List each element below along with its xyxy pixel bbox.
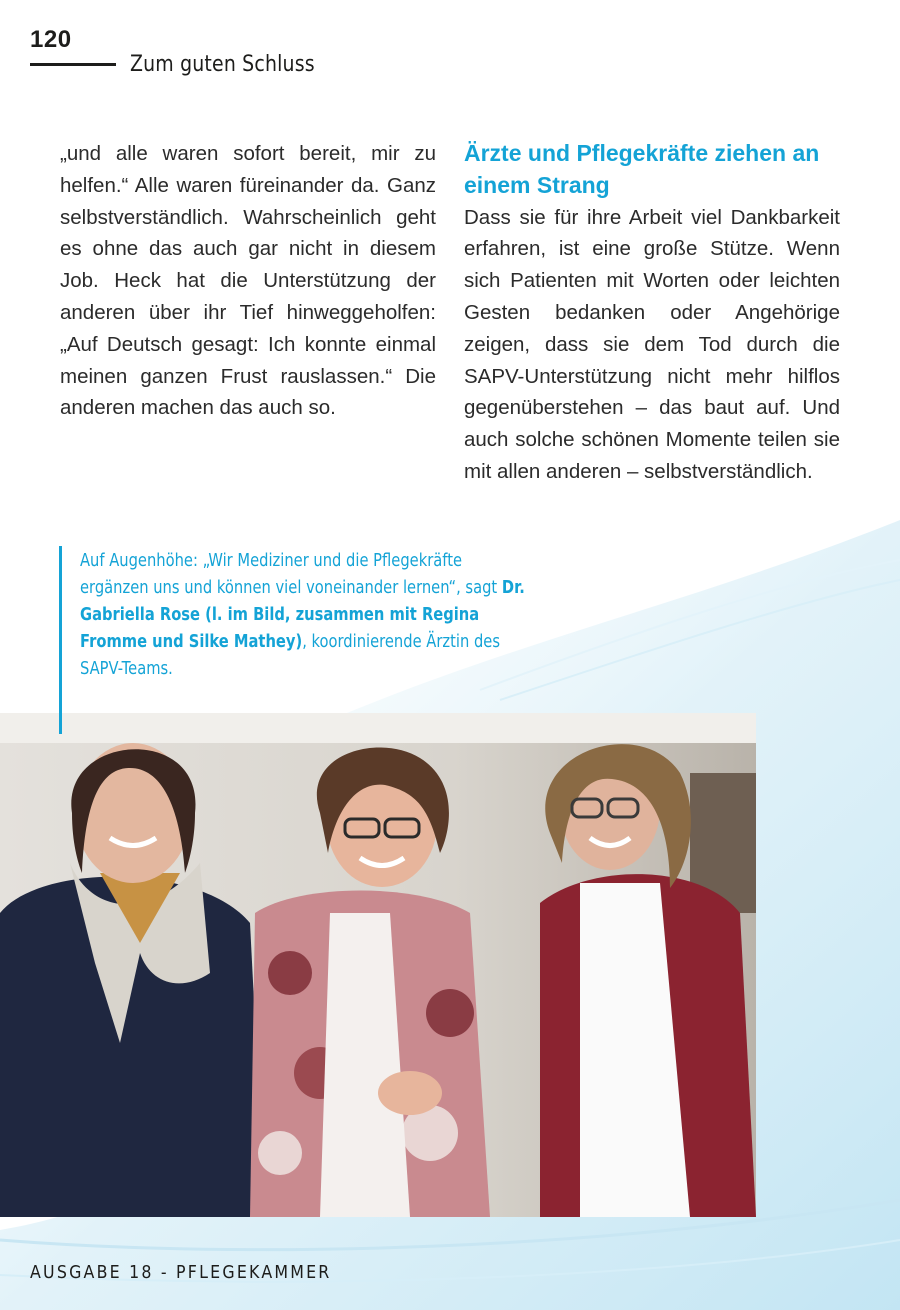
section-title: Zum guten Schluss [130,52,315,77]
caption-names: Dr. Gabriella Rose (l. im Bild, zusammen mit Regina Fromme und Silke Mathey) [80,578,525,652]
subheading: Ärzte und Pflegekräfte ziehen an einem Strang [464,140,820,198]
header-rule [30,63,116,66]
left-paragraph: „und alle waren sofort bereit, mir zu helfen.“ Alle waren füreinander da. Ganz selbstverständlich. Wahrscheinlich geht es ohne das auch gar nicht in diesem Job. Heck hat die Unterstützung der anderen über ihr Tief hinweggeholfen: „Auf Deutsch gesagt: Ich konnte einmal meinen ganzen Frust rauslassen.“ Die anderen machen das auch so. [60,142,436,420]
footer-issue-label: AUSGABE 18 - PFLEGEKAMMER [30,1262,332,1283]
group-photo [0,713,756,1217]
caption-accent-bar [59,546,62,734]
left-column [60,138,436,424]
right-column [464,138,840,488]
caption-text-start: Auf Augenhöhe: „Wir Mediziner und die Pflegekräfte ergänzen uns und können viel voneinander lernen“, sagt [80,551,502,598]
caption-text-end: , koordinierende Ärztin des SAPV-Teams. [80,632,500,679]
right-paragraph: Dass sie für ihre Arbeit viel Dankbarkeit erfahren, ist eine große Stütze. Wenn sich Patienten mit Worten oder leichten Gesten bedanken oder Angehörige zeigen, dass sie dem Tod durch die SAPV-Unterstützung nicht mehr hilflos gegenüberstehen – das baut auf. Und auch solche schönen Momente teilen sie mit allen anderen – selbstverständlich. [464,205,840,483]
page-number: 120 [30,26,72,53]
photo-caption [80,548,534,683]
